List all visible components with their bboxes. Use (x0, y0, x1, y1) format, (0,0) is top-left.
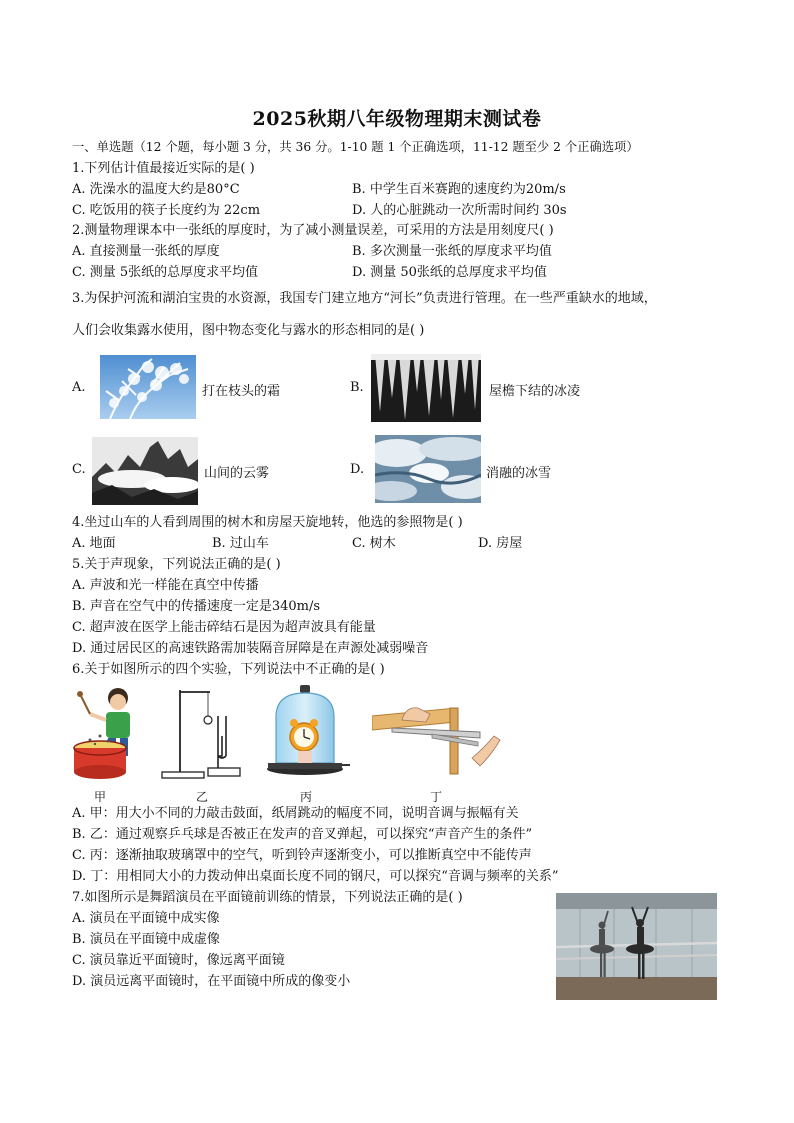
frost-photo (100, 355, 196, 419)
q3-option-d-text: 消融的冰雪 (486, 466, 552, 481)
melting-snow-photo (375, 435, 481, 503)
q1-option-d: D. 人的心脏跳动一次所需时间约 30s (352, 203, 567, 218)
bell-jar-experiment-illustration (264, 683, 352, 783)
q5-option-d: D. 通过居民区的高速铁路需加装隔音屏障是在声源处减弱噪音 (72, 641, 429, 656)
q4-option-b: B. 过山车 (212, 536, 269, 551)
q7-option-b: B. 演员在平面镜中成虚像 (72, 932, 220, 947)
page-title: 2025秋期八年级物理期末测试卷 (252, 108, 542, 130)
q7-option-a: A. 演员在平面镜中成实像 (72, 911, 220, 926)
q5-stem: 5.关于声现象，下列说法正确的是( ) (72, 557, 281, 572)
q7-option-d: D. 演员远离平面镜时，在平面镜中所成的像变小 (72, 974, 351, 989)
cloud-mist-photo (92, 437, 198, 505)
q3-option-b-letter: B. (350, 380, 364, 395)
q7-stem: 7.如图所示是舞蹈演员在平面镜前训练的情景，下列说法正确的是( ) (72, 890, 463, 905)
figure-label-bing: 丙 (300, 790, 313, 804)
q3-option-a-letter: A. (72, 380, 86, 395)
tuning-fork-experiment-illustration (160, 686, 246, 782)
drum-experiment-illustration (70, 684, 154, 782)
q6-option-d: D. 丁：用相同大小的力拨动伸出桌面长度不同的钢尺，可以探究“音调与频率的关系” (72, 869, 559, 884)
q3-option-c-letter: C. (72, 462, 86, 477)
q5-option-b: B. 声音在空气中的传播速度一定是340m/s (72, 599, 321, 614)
icicle-photo (371, 354, 481, 422)
figure-label-ding: 丁 (430, 790, 443, 804)
q6-option-c: C. 丙：逐渐抽取玻璃罩中的空气，听到铃声逐渐变小，可以推断真空中不能传声 (72, 848, 532, 863)
q1-option-b: B. 中学生百米赛跑的速度约为20m/s (352, 182, 566, 197)
q1-stem: 1.下列估计值最接近实际的是( ) (72, 161, 255, 176)
q3-option-b-text: 屋檐下结的冰凌 (489, 384, 581, 399)
q3-option-a-text: 打在枝头的霜 (202, 384, 281, 399)
q6-option-a: A. 甲：用大小不同的力敲击鼓面，纸屑跳动的幅度不同，说明音调与振幅有关 (72, 806, 519, 821)
q1-option-a: A. 洗澡水的温度大约是80°C (72, 182, 240, 197)
q4-option-d: D. 房屋 (478, 536, 523, 551)
q7-option-c: C. 演员靠近平面镜时，像远离平面镜 (72, 953, 285, 968)
dancer-mirror-photo (556, 893, 717, 1000)
q6-option-b: B. 乙：通过观察乒乓球是否被正在发声的音叉弹起，可以探究“声音产生的条件” (72, 827, 533, 842)
steel-ruler-experiment-illustration (372, 696, 504, 776)
q3-stem-line1: 3.为保护河流和湖泊宝贵的水资源，我国专门建立地方“河长”负责进行管理。在一些严重缺水的地域， (72, 291, 657, 306)
q2-stem: 2.测量物理课本中一张纸的厚度时，为了减小测量误差，可采用的方法是用刻度尺( ) (72, 223, 554, 238)
q5-option-c: C. 超声波在医学上能击碎结石是因为超声波具有能量 (72, 620, 376, 635)
q2-option-c: C. 测量 5张纸的总厚度求平均值 (72, 265, 259, 280)
q3-option-d-letter: D. (350, 462, 365, 477)
q2-option-a: A. 直接测量一张纸的厚度 (72, 244, 220, 259)
section-heading: 一、单选题（12 个题，每小题 3 分，共 36 分。1-10 题 1 个正确选项，11-12 题至少 2 个正确选项） (72, 140, 639, 154)
q6-stem: 6.关于如图所示的四个实验，下列说法中不正确的是( ) (72, 662, 385, 677)
q4-option-c: C. 树木 (352, 536, 396, 551)
q3-option-c-text: 山间的云雾 (204, 466, 270, 481)
q5-option-a: A. 声波和光一样能在真空中传播 (72, 578, 259, 593)
q4-option-a: A. 地面 (72, 536, 116, 551)
q2-option-d: D. 测量 50张纸的总厚度求平均值 (352, 265, 547, 280)
figure-label-yi: 乙 (196, 790, 209, 804)
q4-stem: 4.坐过山车的人看到周围的树木和房屋天旋地转，他选的参照物是( ) (72, 515, 463, 530)
q1-option-c: C. 吃饭用的筷子长度约为 22cm (72, 203, 261, 218)
figure-label-jia: 甲 (94, 790, 107, 804)
q2-option-b: B. 多次测量一张纸的厚度求平均值 (352, 244, 552, 259)
q3-stem-line2: 人们会收集露水使用，图中物态变化与露水的形态相同的是( ) (72, 323, 425, 338)
